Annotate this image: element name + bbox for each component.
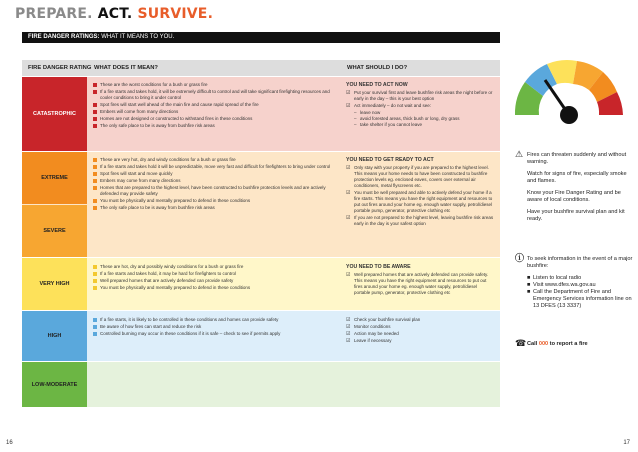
- very-high-actions: [341, 261, 500, 297]
- phone-icon: ☎: [515, 338, 527, 348]
- check-icon: ☑: [346, 324, 351, 330]
- check-icon: ☑: [346, 190, 351, 196]
- page-number-right: 17: [623, 440, 630, 446]
- list-item: ☑ Only stay with your property if you are prepared to the highest level. This means your home needs to have been constructed to bushfire protection levels eg. enclosed eaves, covers over external air conditioners, metal flyscreens etc.: [346, 165, 489, 188]
- header-meaning: WHAT DOES IT MEAN?: [94, 65, 158, 71]
- list-item: ☑ Action may be needed: [346, 331, 399, 337]
- call-note: [515, 338, 633, 353]
- rating-severe: SEVERE: [22, 205, 87, 257]
- row-lowmod-bg: [22, 362, 500, 407]
- list-item: These are hot, dry and possibly windy conditions for a bush or grass fire: [93, 264, 335, 270]
- high-meaning: [87, 314, 341, 338]
- list-item: These are the worst conditions for a bush or grass fire: [93, 82, 335, 88]
- table-header: [22, 60, 500, 76]
- check-icon: ☑: [346, 272, 351, 278]
- high-actions: [341, 314, 500, 345]
- page-title: [15, 6, 213, 22]
- check-icon: ☑: [346, 331, 351, 337]
- list-item: You must be physically and mentally prepared to defend in these conditions: [93, 198, 335, 204]
- check-icon: ☑: [346, 338, 351, 344]
- header-rating: FIRE DANGER RATING: [28, 65, 92, 71]
- list-item: Be aware of how fires can start and reduce the risk: [93, 324, 335, 330]
- list-item: ☑ Put your survival first and leave bushfire risk areas the night before or early in the day – this is your best option: [346, 90, 493, 101]
- extreme-actions: [341, 154, 500, 228]
- call-text: Call 000 to report a fire: [527, 341, 588, 347]
- list-item: If a fire starts and takes hold, it may be hard for firefighters to control: [93, 271, 335, 277]
- list-item: ☑ Monitor conditions: [346, 324, 391, 330]
- list-item: – take shelter if you cannot leave: [354, 122, 423, 127]
- rating-extreme: EXTREME: [22, 152, 87, 204]
- list-item: If a fire starts, it is likely to be controlled in these conditions and homes can provide safety: [93, 317, 335, 323]
- rating-high: HIGH: [22, 311, 87, 361]
- warning-notes: [515, 149, 633, 228]
- catastrophic-actions: [341, 79, 500, 128]
- check-icon: ☑: [346, 317, 351, 323]
- list-item: Spot fires will start and move quickly: [93, 171, 335, 177]
- check-icon: ☑: [346, 165, 351, 171]
- info-item: ■ Listen to local radio: [527, 275, 582, 281]
- check-icon: ☑: [346, 103, 351, 109]
- list-item: Embers will come from many directions: [93, 109, 335, 115]
- list-item: – leave now: [354, 110, 381, 115]
- list-item: ☑ You must be well prepared and able to actively defend your home if a fire starts. This means you have the right equipment and resources to put out fires around your home eg. enough water supply, petrol/diesel portable pump, generator, protective clothing etc: [346, 190, 493, 213]
- list-item: You must be physically and mentally prepared to defend in these conditions: [93, 285, 335, 291]
- list-item: Embers may come from many directions: [93, 178, 335, 184]
- list-item: ☑ Leave if necessary: [346, 338, 392, 344]
- list-item: The only safe place to be is away from bushfire risk areas: [93, 205, 335, 211]
- section-bar-rest: WHAT IT MEANS TO YOU.: [99, 34, 175, 40]
- very-high-meaning: [87, 261, 341, 292]
- warning-text: Know your Fire Danger Rating and be aware of local conditions.: [527, 190, 621, 203]
- section-bar-bold: FIRE DANGER RATINGS:: [28, 34, 100, 40]
- warning-icon: ⚠: [515, 149, 524, 159]
- list-item: Controlled burning may occur in these conditions if it is safe – check to see if permits apply: [93, 331, 335, 337]
- header-actions: WHAT SHOULD I DO?: [347, 65, 408, 71]
- rating-low-moderate: LOW-MODERATE: [22, 362, 87, 407]
- list-item: Spot fires will start well ahead of the main fire and cause rapid spread of the fire: [93, 102, 335, 108]
- list-item: ☑ Well prepared homes that are actively defended can provide safety. This means you have the right equipment and resources to put out fires around your home eg. enough water supply, petrol/diesel portable pump, generator, protective clothing etc: [346, 272, 489, 295]
- title-prepare: PREPARE.: [15, 6, 93, 22]
- list-item: Well prepared homes that are actively defended can provide safety: [93, 278, 335, 284]
- list-item: If a fire starts and takes hold, it will be extremely difficult to control and will take significant firefighting resources and cooler conditions to bring it under control: [93, 89, 335, 101]
- rating-catastrophic: CATASTROPHIC: [22, 77, 87, 151]
- list-item: Homes that are prepared to the highest level, have been constructed to bushfire protection levels and are actively defended may provide safety: [93, 185, 335, 197]
- list-item: – avoid forested areas, thick bush or long, dry grass: [354, 116, 460, 121]
- warning-text: Have your bushfire survival plan and kit ready.: [527, 209, 625, 222]
- list-item: ☑ Act immediately – do not wait and see:: [346, 103, 432, 109]
- title-act: ACT.: [97, 6, 133, 22]
- gauge-needle: [545, 80, 569, 115]
- section-bar: [22, 32, 500, 43]
- page-number-left: 16: [6, 440, 13, 446]
- very-high-action-title: YOU NEED TO BE AWARE: [346, 264, 411, 270]
- title-survive: SURVIVE.: [137, 6, 214, 22]
- fire-danger-gauge: [505, 20, 633, 130]
- list-item: ☑ If you are not prepared to the highest level, leaving bushfire risk areas early in the day is your safest option: [346, 215, 494, 226]
- list-item: If a fire starts and takes hold it will be unpredictable, move very fast and difficult for firefighters to bring under control: [93, 164, 335, 170]
- info-icon: ⓘ: [515, 253, 525, 263]
- extreme-meaning: [87, 154, 341, 212]
- warning-text: Fires can threaten suddenly and without warning.: [527, 152, 627, 165]
- info-title: To seek information in the event of a major bushfire:: [527, 256, 633, 269]
- info-notes: [515, 253, 633, 310]
- extreme-action-title: YOU NEED TO GET READY TO ACT: [346, 157, 434, 163]
- info-item: ■ Call the Department of Fire and Emergency Services information line on 13 DFES (13 3337): [527, 289, 632, 309]
- catastrophic-action-title: YOU NEED TO ACT NOW: [346, 82, 408, 88]
- catastrophic-meaning: [87, 79, 341, 130]
- list-item: The only safe place to be is away from bushfire risk areas: [93, 123, 335, 129]
- warning-text: Watch for signs of fire, especially smoke and flames.: [527, 171, 627, 184]
- list-item: These are very hot, dry and windy conditions for a bush or grass fire: [93, 157, 335, 163]
- rating-very-high: VERY HIGH: [22, 258, 87, 310]
- list-item: ☑ Check your bushfire survival plan: [346, 317, 421, 323]
- info-item: ■ Visit www.dfes.wa.gov.au: [527, 282, 596, 288]
- list-item: Homes are not designed or constructed to withstand fires in these conditions: [93, 116, 335, 122]
- check-icon: ☑: [346, 215, 351, 221]
- check-icon: ☑: [346, 90, 351, 96]
